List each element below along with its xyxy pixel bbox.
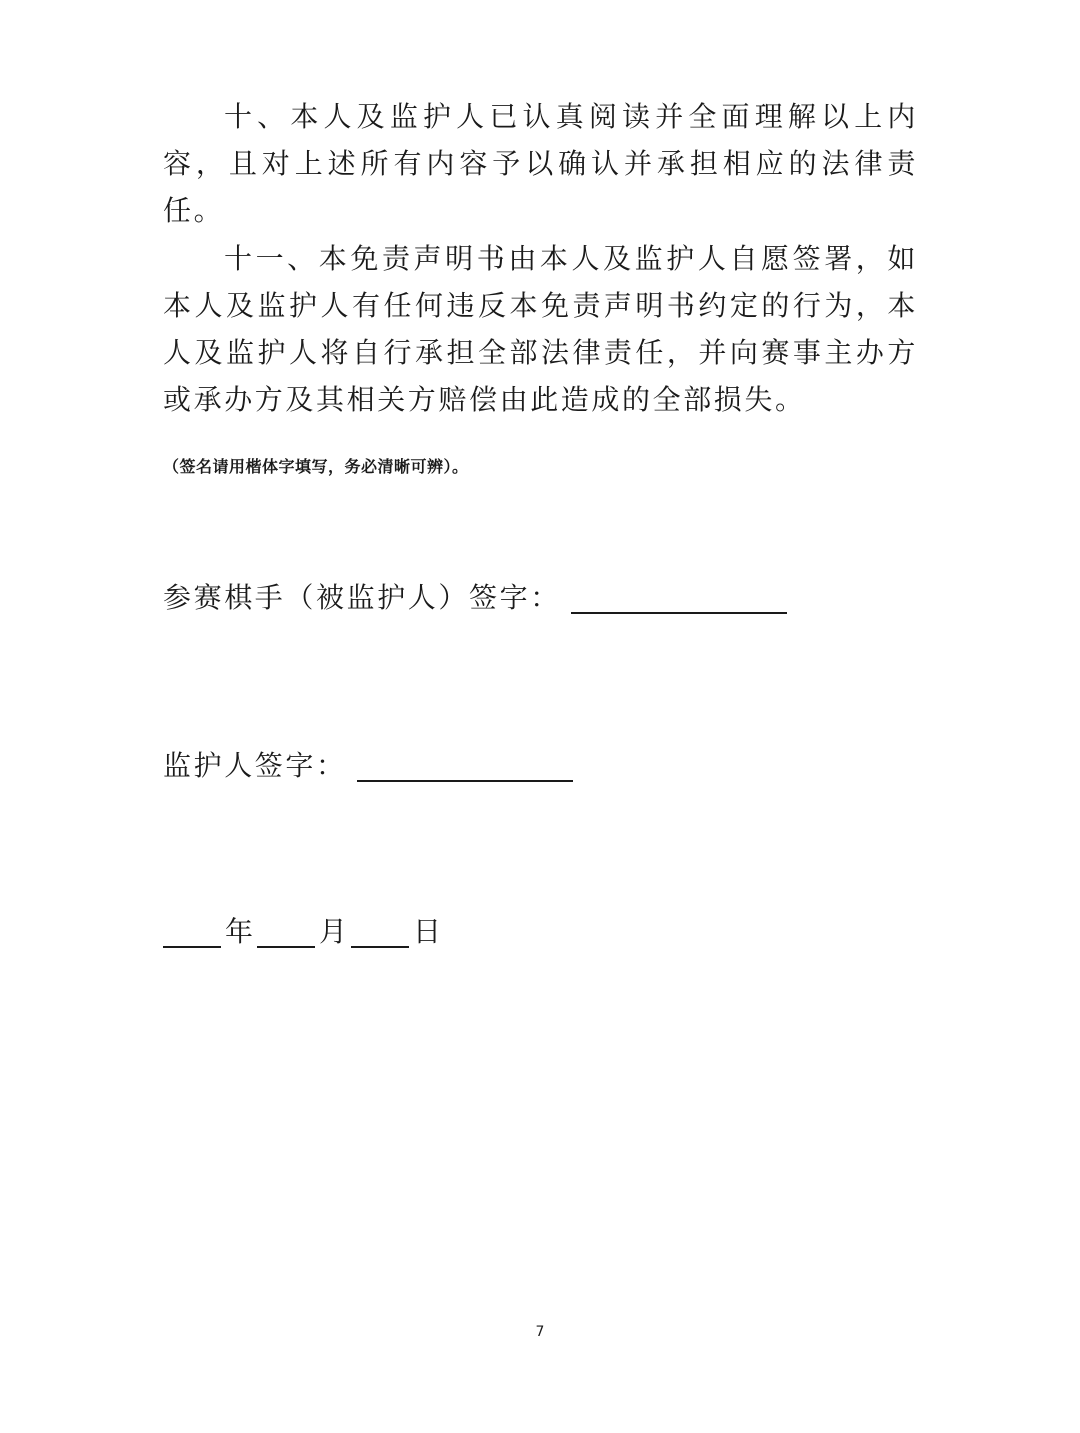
clause-eleven: 十一、本免责声明书由本人及监护人自愿签署，如本人及监护人有任何违反本免责声明书约定的行为，本人及监护人将自行承担全部法律责任，并向赛事主办方或承办方及其相关方赔偿由此造成的全部损失。 — [163, 242, 918, 416]
guardian-signature-row — [163, 746, 573, 786]
guardian-signature-label: 监护人签字： — [163, 749, 347, 782]
month-blank[interactable] — [257, 916, 315, 948]
clauses-body — [163, 93, 918, 423]
year-blank[interactable] — [163, 916, 221, 948]
month-label: 月 — [319, 915, 348, 948]
signature-note: （签名请用楷体字填写，务必清晰可辨）。 — [163, 457, 469, 476]
clause-ten: 十、本人及监护人已认真阅读并全面理解以上内容，且对上述所有内容予以确认并承担相应的法律责任。 — [163, 100, 918, 227]
player-signature-blank[interactable] — [571, 582, 787, 614]
page-number: 7 — [535, 1324, 545, 1340]
guardian-signature-blank[interactable] — [357, 750, 573, 782]
day-label: 日 — [413, 915, 442, 948]
date-row — [163, 912, 445, 952]
year-label: 年 — [225, 915, 254, 948]
player-signature-row — [163, 578, 787, 618]
day-blank[interactable] — [351, 916, 409, 948]
player-signature-label: 参赛棋手（被监护人）签字： — [163, 581, 561, 614]
